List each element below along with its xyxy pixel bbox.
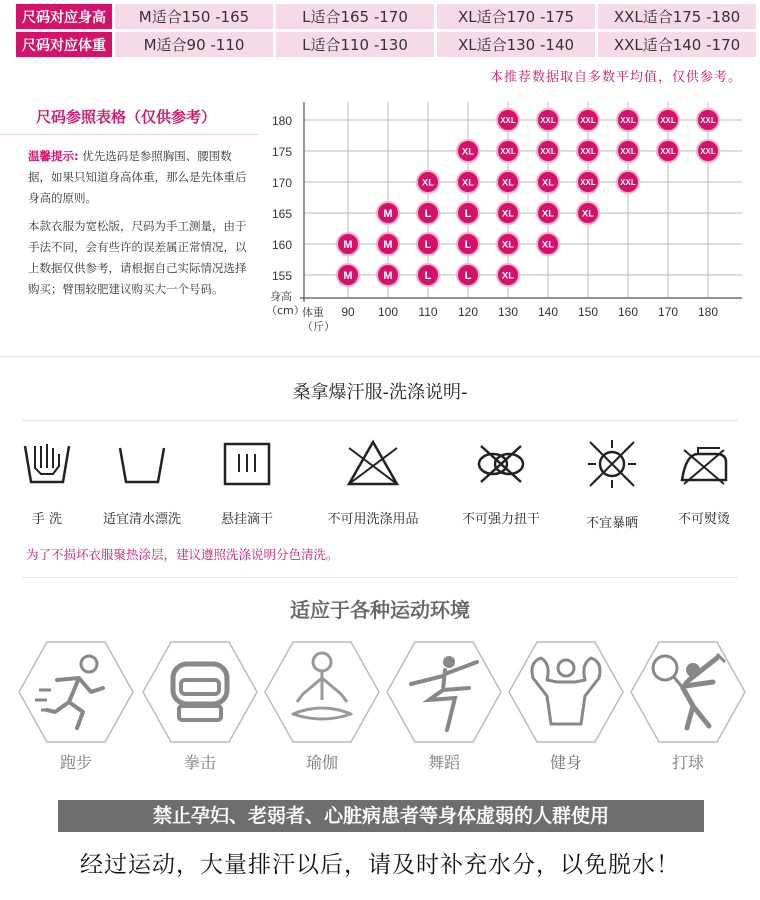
sports-title: 适应于各种运动环境	[290, 598, 470, 622]
sport-item-boxing	[140, 640, 260, 773]
sport-label: 跑步	[59, 753, 92, 772]
height-cell-xxl: XXL适合175 -180	[598, 4, 756, 29]
yoga-icon	[263, 640, 381, 744]
washing-note: 为了不损坏衣服聚热涂层，建议遵照洗涤说明分色清洗。	[26, 547, 339, 562]
section-divider	[0, 356, 760, 357]
x-axis-label: （斤）	[302, 320, 335, 333]
height-row	[16, 4, 756, 29]
x-tick-label: 110	[418, 305, 438, 319]
x-tick-label: 180	[697, 305, 719, 319]
y-tick-label: 170	[271, 176, 292, 190]
weight-cell-xxl: XXL适合140 -170	[598, 32, 756, 57]
drip-dry-icon	[221, 438, 273, 488]
y-tick-label: 175	[271, 145, 292, 159]
sport-item-fitness	[506, 640, 626, 773]
washing-title: 桑拿爆汗服-洗涤说明-	[292, 382, 468, 403]
size-chart-title: 尺码参照表格（仅供参考）	[36, 108, 217, 126]
x-tick-label: 170	[657, 305, 679, 319]
hand-wash-icon	[21, 438, 73, 488]
sport-label: 拳击	[183, 753, 216, 772]
no-bleach-icon	[345, 438, 401, 488]
wash-label: 悬挂滴干	[220, 512, 273, 527]
x-tick-label: 120	[457, 305, 479, 319]
wash-label: 适宜清水漂洗	[102, 512, 181, 527]
size-marker-label: L	[464, 269, 472, 282]
wash-item-no-iron	[649, 438, 759, 527]
weight-row-header: 尺码对应体重	[16, 32, 112, 57]
no-iron-icon	[676, 438, 732, 488]
size-marker-label: XXL	[580, 115, 596, 125]
sport-item-running	[16, 640, 136, 773]
title-underline	[0, 134, 258, 135]
height-cell-m: M适合150 -165	[115, 4, 273, 29]
sport-item-yoga	[262, 640, 382, 773]
size-marker-label: L	[424, 207, 432, 220]
size-marker-label: L	[464, 207, 472, 220]
x-tick-label: 140	[537, 305, 559, 319]
size-marker-label: XXL	[500, 115, 516, 125]
wash-label: 手 洗	[31, 512, 63, 527]
y-axis-label: 身高	[270, 290, 292, 303]
wash-label: 不可用洗涤用品	[327, 512, 419, 527]
sport-label: 瑜伽	[305, 753, 338, 772]
height-cell-xl: XL适合170 -175	[437, 4, 595, 29]
wash-item-no-bleach	[318, 438, 428, 527]
size-marker-label: XL	[541, 239, 555, 251]
rinse-tub-icon	[116, 438, 168, 488]
sports-list	[16, 640, 760, 780]
wash-item-no-wring	[446, 438, 556, 527]
size-marker-label: M	[383, 269, 393, 282]
warm-tip	[28, 146, 250, 209]
size-marker-label: XXL	[580, 177, 596, 187]
size-marker-label: L	[464, 238, 472, 251]
y-axis-label: （cm）	[266, 304, 305, 317]
size-marker-label: XXL	[620, 146, 636, 156]
size-marker-label: XL	[501, 239, 515, 251]
washing-instructions	[0, 438, 760, 538]
x-axis-label: 体重	[302, 306, 324, 319]
x-tick-label: 160	[617, 305, 639, 319]
hydration-note: 经过运动，大量排汗以后，请及时补充水分，以免脱水！	[80, 852, 680, 878]
size-marker-label: XL	[541, 208, 555, 220]
sport-label: 打球	[671, 753, 704, 772]
y-tick-label: 180	[271, 114, 292, 128]
size-marker-label: XL	[461, 177, 475, 189]
no-wring-icon	[471, 438, 531, 488]
weight-cell-m: M适合90 -110	[115, 32, 273, 57]
reference-note: 本推荐数据取自多数平均值，仅供参考。	[489, 70, 742, 85]
size-marker-label: M	[343, 269, 353, 282]
x-tick-label: 100	[377, 305, 399, 319]
sports-divider	[22, 577, 738, 578]
wash-label: 不宜暴晒	[585, 516, 638, 531]
size-marker-label: L	[424, 238, 432, 251]
no-sun-dry-icon	[584, 438, 640, 492]
size-marker-label: XXL	[540, 146, 556, 156]
size-marker-label: XL	[461, 146, 475, 158]
size-marker-label: XL	[501, 177, 515, 189]
height-cell-l: L适合165 -170	[276, 4, 434, 29]
sport-label: 舞蹈	[427, 753, 460, 772]
sport-item-ball	[628, 640, 748, 773]
y-tick-label: 165	[271, 207, 292, 221]
size-marker-label: XXL	[580, 146, 596, 156]
wash-label: 不可熨烫	[677, 512, 730, 527]
size-marker-label: XXL	[700, 115, 716, 125]
size-marker-label: XL	[501, 208, 515, 220]
size-table	[16, 4, 756, 60]
size-marker-label: XXL	[620, 115, 636, 125]
size-marker-label: L	[424, 269, 432, 282]
size-marker-label: XL	[581, 208, 595, 220]
x-tick-label: 150	[577, 305, 599, 319]
size-marker-label: M	[343, 238, 353, 251]
dance-icon	[385, 640, 503, 744]
height-row-header: 尺码对应身高	[16, 4, 112, 29]
size-marker-label: XL	[501, 270, 515, 282]
size-marker-label: XXL	[620, 177, 636, 187]
x-tick-label: 90	[341, 305, 355, 319]
sport-item-dance	[384, 640, 504, 773]
size-marker-label: XXL	[500, 146, 516, 156]
running-icon	[17, 640, 135, 744]
size-marker-label: XL	[421, 177, 435, 189]
size-marker-label: M	[383, 238, 393, 251]
washing-divider	[22, 420, 738, 421]
badminton-icon	[629, 640, 747, 744]
y-tick-label: 155	[271, 269, 292, 283]
tip-text: 优先选码是参照胸围、腰围数据，如果只知道身高体重，那么是先体重后身高的原则。	[28, 149, 247, 205]
bodybuilding-icon	[507, 640, 625, 744]
x-tick-label: 130	[497, 305, 519, 319]
size-marker-label: XXL	[660, 115, 676, 125]
wash-item-drip-dry	[192, 438, 302, 527]
size-chart	[262, 98, 752, 338]
wash-item-rinse	[87, 438, 197, 527]
size-description: 本款衣服为宽松版，尺码为手工测量，由于手法不同，会有些许的误差属正常情况，以上数据仅供参考，请根据自己实际情况选择购买；臂围较肥建议购买大一个号码。	[28, 219, 247, 296]
size-marker-label: M	[383, 207, 393, 220]
warning-bar: 禁止孕妇、老弱者、心脏病患者等身体虚弱的人群使用	[58, 800, 704, 832]
weight-cell-xl: XL适合130 -140	[437, 32, 595, 57]
sport-label: 健身	[549, 753, 582, 772]
wash-label: 不可强力扭干	[461, 512, 540, 527]
tip-label: 温馨提示:	[28, 149, 79, 163]
weight-cell-l: L适合110 -130	[276, 32, 434, 57]
boxing-glove-icon	[141, 640, 259, 744]
y-tick-label: 160	[271, 238, 292, 252]
size-marker-label: XXL	[700, 146, 716, 156]
weight-row	[16, 32, 756, 57]
size-marker-label: XXL	[540, 115, 556, 125]
size-marker-label: XXL	[660, 146, 676, 156]
size-marker-label: XL	[541, 177, 555, 189]
